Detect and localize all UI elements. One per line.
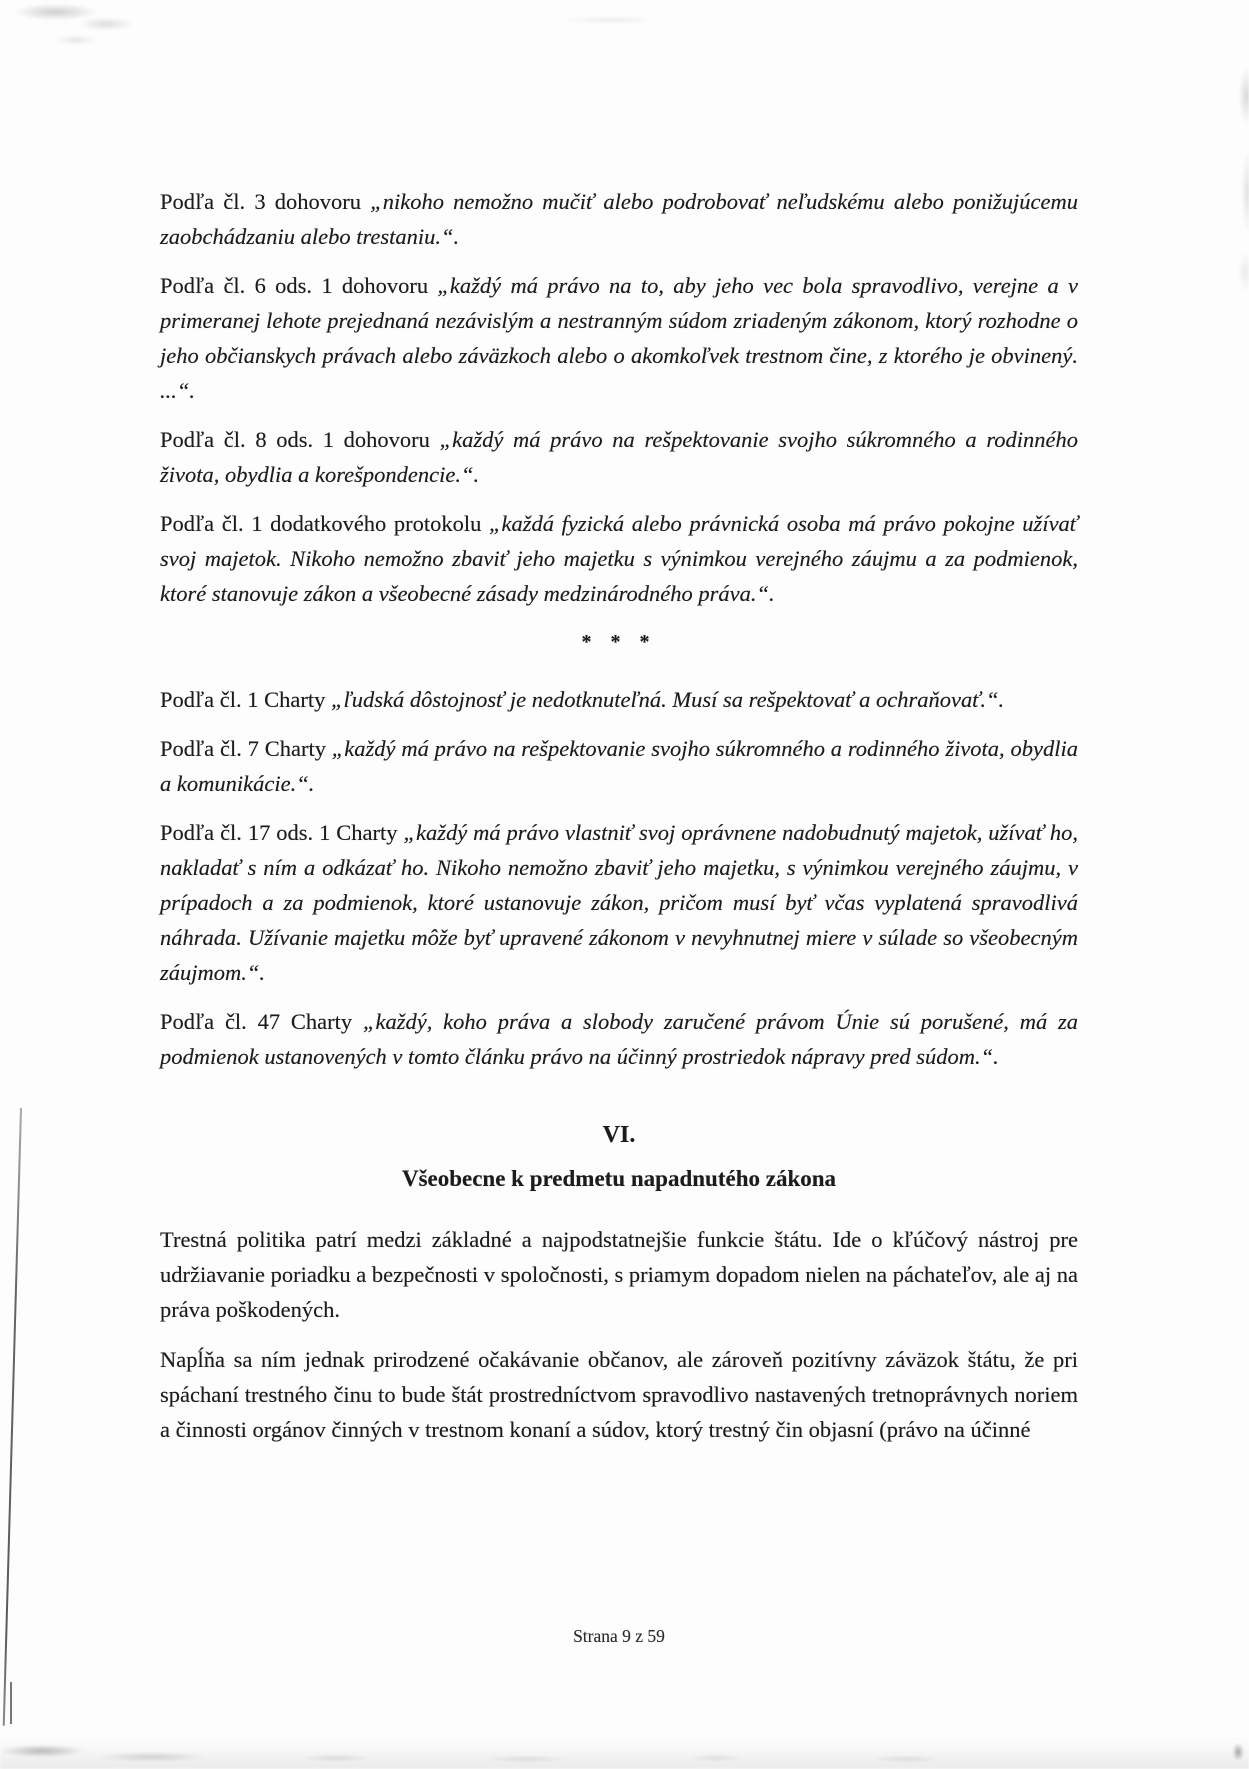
provision-lead: Podľa čl. 8 ods. 1 dohovoru	[160, 427, 430, 452]
scan-smudge-bottom-right	[1225, 1737, 1247, 1767]
scan-smudge-right-edge	[1225, 0, 1249, 320]
page-text-block	[160, 184, 1078, 1462]
scan-band-bottom	[0, 1739, 1249, 1769]
provision-lead: Podľa čl. 1 Charty	[160, 687, 326, 712]
provision-lead: Podľa čl. 1 dodatkového protokolu	[160, 511, 482, 536]
convention-provisions-section	[160, 184, 1078, 611]
legal-provision-paragraph	[160, 268, 1078, 408]
scan-smudge-top-left	[16, 2, 186, 54]
provision-quote: „každý má právo vlastniť svoj oprávnene nadobudnutý majetok, užívať ho, nakladať s ním a odkázať ho. Nikoho nemožno zbaviť jeho majetku, s výnimkou verejného záujmu, v prípadoch a za podmienok, ktoré ustanovuje zákon, pričom musí byť včas vyplatená spravodlivá náhrada. Užívanie majetku môže byť upravené zákonom v nevyhnutnej miere v súlade so všeobecným záujmom.“.	[160, 820, 1079, 985]
body-paragraph: Napĺňa sa ním jednak prirodzené očakávanie občanov, ale zároveň pozitívny záväzok štátu, že pri spáchaní trestného činu to bude štát prostredníctvom spravodlivo nastavených tretnoprávnych noriem a činnosti orgánov činných v trestnom konaní a súdov, ktorý trestný čin objasní (právo na účinné	[160, 1347, 1078, 1442]
provision-quote: „ľudská dôstojnosť je nedotknuteľná. Musí sa rešpektovať a ochraňovať.“.	[331, 687, 1005, 712]
section-heading	[160, 1118, 1078, 1196]
provision-quote: „nikoho nemožno mučiť alebo podrobovať neľudskému alebo ponižujúcemu zaobchádzaniu alebo trestaniu.“.	[160, 189, 1078, 249]
provision-lead: Podľa čl. 6 ods. 1 dohovoru	[160, 273, 429, 298]
scan-line-left-edge	[3, 1108, 22, 1726]
scan-smudge-top-middle	[530, 12, 690, 28]
body-paragraph: Trestná politika patrí medzi základné a najpodstatnejšie funkcie štátu. Ide o kľúčový nástroj pre udržiavanie poriadku a bezpečnosti v spoločnosti, s priamym dopadom nielen na páchateľov, ale aj na práva poškodených.	[160, 1227, 1078, 1322]
legal-provision-paragraph	[160, 184, 1078, 254]
provision-quote: „každý má právo na to, aby jeho vec bola spravodlivo, verejne a v primeranej lehote prejednaná nezávislým a nestranným súdom zriadeným zákonom, ktorý rozhodne o jeho občianskych právach alebo záväzkoch alebo o akomkoľvek trestnom čine, z ktorého je obvinený. ...“.	[160, 273, 1078, 403]
scan-smudge-bottom-middle	[260, 1749, 1020, 1767]
charter-provisions-section	[160, 682, 1078, 1074]
section-title: Všeobecne k predmetu napadnutého zákona	[401, 1166, 837, 1191]
legal-provision-paragraph	[160, 815, 1078, 990]
page-number-footer: Strana 9 z 59	[573, 1626, 665, 1646]
provision-quote: „každá fyzická alebo právnická osoba má právo pokojne užívať svoj majetok. Nikoho nemožno zbaviť jeho majetku s výnimkou verejného záujmu a za podmienok, ktoré stanovuje zákon a všeobecné zásady medzinárodného práva.“.	[160, 511, 1078, 606]
scan-line-bottom-left	[10, 1682, 12, 1724]
provision-quote: „každý má právo na rešpektovanie svojho súkromného a rodinného života, obydlia a komunikácie.“.	[160, 736, 1078, 796]
legal-provision-paragraph	[160, 682, 1078, 717]
legal-provision-paragraph	[160, 422, 1078, 492]
provision-lead: Podľa čl. 3 dohovoru	[160, 189, 362, 214]
asterisk-separator: * * *	[581, 631, 657, 653]
legal-provision-paragraph	[160, 506, 1078, 611]
provision-quote: „každý má právo na rešpektovanie svojho súkromného a rodinného života, obydlia a korešpondencie.“.	[160, 427, 1079, 487]
section-number: VI.	[602, 1122, 636, 1148]
provision-lead: Podľa čl. 17 ods. 1 Charty	[160, 820, 398, 845]
legal-provision-paragraph	[160, 1004, 1078, 1074]
provision-quote: „každý, koho práva a slobody zaručené právom Únie sú porušené, má za podmienok ustanovených v tomto článku právo na účinný prostriedok nápravy pred súdom.“.	[160, 1009, 1079, 1069]
body-paragraphs-section	[160, 1222, 1078, 1447]
legal-provision-paragraph	[160, 731, 1078, 801]
provision-lead: Podľa čl. 7 Charty	[160, 736, 326, 761]
scan-smudge-bottom-left	[2, 1739, 252, 1765]
provision-lead: Podľa čl. 47 Charty	[160, 1009, 353, 1034]
